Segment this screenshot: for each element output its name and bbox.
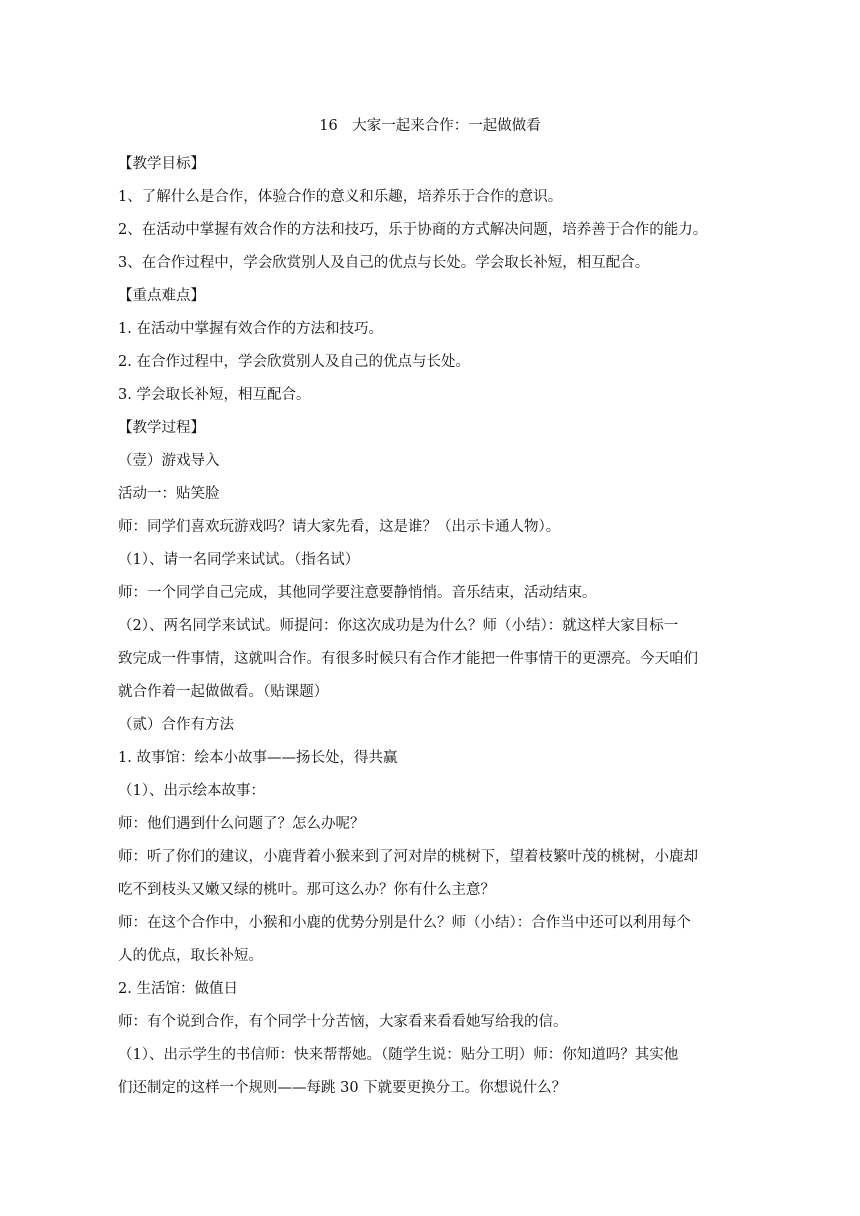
subsection-heading: （贰）合作有方法 xyxy=(118,717,234,733)
paragraph-line: 活动一：贴笑脸 xyxy=(118,486,220,502)
paragraph-line: 们还制定的这样一个规则——每跳 30 下就要更换分工。你想说什么？ xyxy=(118,1080,567,1096)
paragraph-line: 师：有个说到合作，有个同学十分苦恼，大家看来看看她写给我的信。 xyxy=(118,1014,568,1030)
paragraph-line: 1. 故事馆：绘本小故事——扬长处，得共赢 xyxy=(118,750,398,766)
paragraph-line: （1）、出示学生的书信师：快来帮帮她。（随学生说：贴分工明）师：你知道吗？其实他 xyxy=(118,1047,679,1063)
paragraph-line: 2、在活动中掌握有效合作的方法和技巧，乐于协商的方式解决问题，培养善于合作的能力。 xyxy=(118,222,708,238)
paragraph-line: 吃不到枝头又嫩又绿的桃叶。那可这么办？你有什么主意？ xyxy=(118,882,495,898)
paragraph-line: （1）、出示绘本故事： xyxy=(118,783,265,799)
paragraph-line: 师：同学们喜欢玩游戏吗？请大家先看，这是谁？（出示卡通人物）。 xyxy=(118,519,561,535)
section-heading: 【教学过程】 xyxy=(118,420,205,436)
paragraph-line: 3. 学会取长补短，相互配合。 xyxy=(118,387,311,403)
paragraph-line: 师：听了你们的建议，小鹿背着小猴来到了河对岸的桃树下，望着枝繁叶茂的桃树，小鹿却 xyxy=(118,849,698,865)
paragraph-line: 师：在这个合作中，小猴和小鹿的优势分别是什么？师（小结）：合作当中还可以利用每个 xyxy=(118,915,691,931)
document-body xyxy=(118,148,730,1105)
paragraph-line: 1、了解什么是合作，体验合作的意义和乐趣，培养乐于合作的意识。 xyxy=(118,189,563,205)
section-heading: 【重点难点】 xyxy=(118,288,205,304)
paragraph-line: 师：一个同学自己完成，其他同学要注意要静悄悄。音乐结束，活动结束。 xyxy=(118,585,597,601)
section-heading: 【教学目标】 xyxy=(118,156,205,172)
paragraph-line: 1. 在活动中掌握有效合作的方法和技巧。 xyxy=(118,321,383,337)
paragraph-line: 致完成一件事情，这就叫合作。有很多时候只有合作才能把一件事情干的更漂亮。今天咱们 xyxy=(118,651,698,667)
paragraph-line: 就合作着一起做做看。（贴课题） xyxy=(118,684,329,700)
paragraph-line: （2）、两名同学来试试。师提问：你这次成功是为什么？师（小结）：就这样大家目标一 xyxy=(118,618,679,634)
paragraph-line: 人的优点，取长补短。 xyxy=(118,948,263,964)
paragraph-line: 3、在合作过程中，学会欣赏别人及自己的优点与长处。学会取长补短，相互配合。 xyxy=(118,255,650,271)
paragraph-line: 师：他们遇到什么问题了？怎么办呢？ xyxy=(118,816,365,832)
paragraph-line: 2. 生活馆：做值日 xyxy=(118,981,238,997)
paragraph-line: （1）、请一名同学来试试。（指名试） xyxy=(118,552,360,568)
paragraph-line: 2. 在合作过程中，学会欣赏别人及自己的优点与长处。 xyxy=(118,354,470,370)
page-title: 16 大家一起来合作：一起做做看 xyxy=(319,118,541,134)
subsection-heading: （壹）游戏导入 xyxy=(118,453,220,469)
